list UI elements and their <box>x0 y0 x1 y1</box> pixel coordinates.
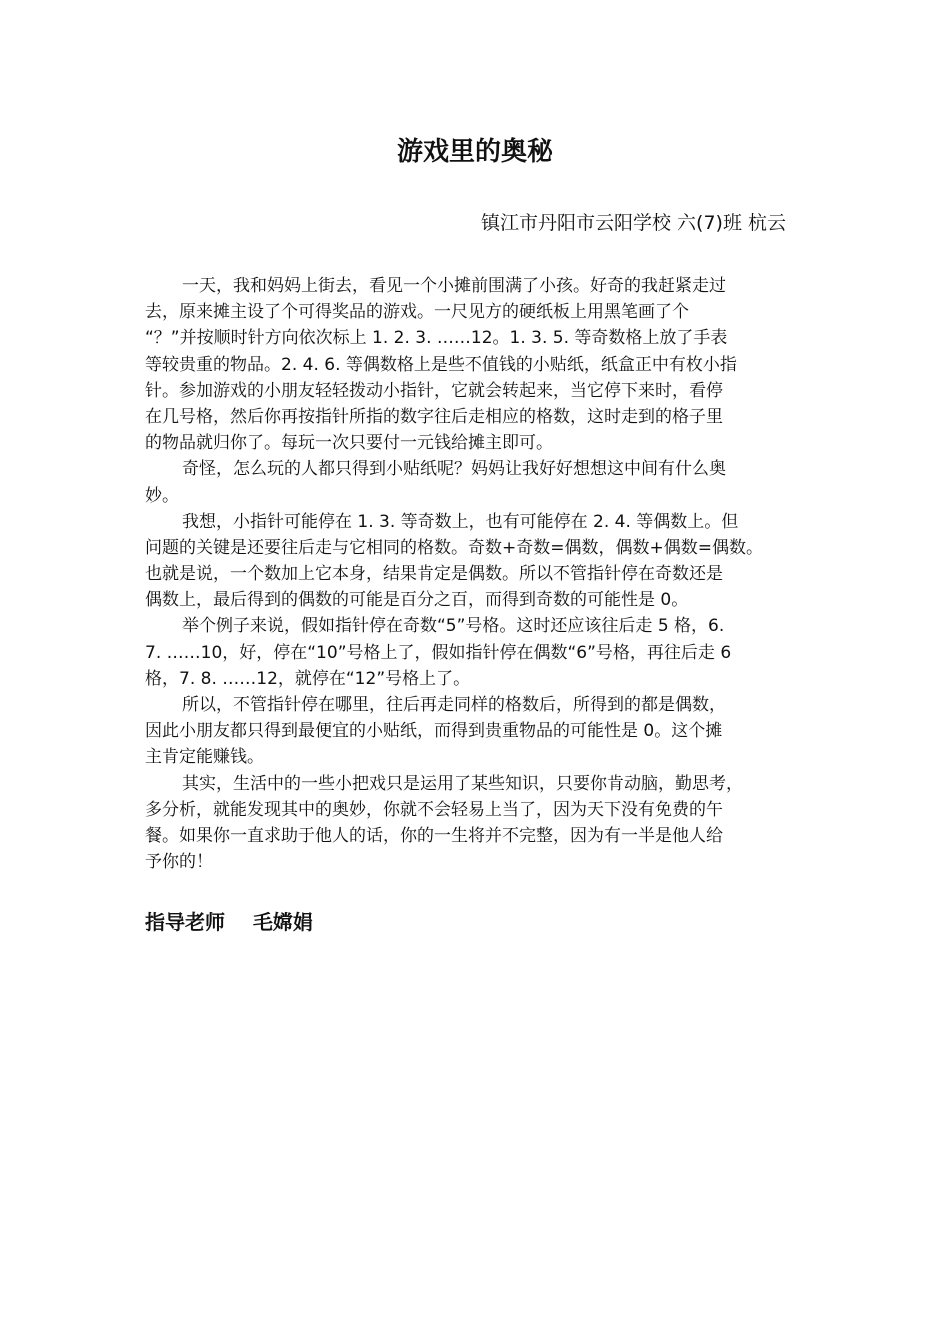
body-text-line: 去，原来摊主设了个可得奖品的游戏。一尺见方的硬纸板上用黑笔画了个 <box>145 302 689 323</box>
body-text-line: 格，7. 8. ……12，就停在“12”号格上了。 <box>145 668 471 689</box>
body-text-line: 予你的！ <box>145 852 213 873</box>
body-text-line: 所以，不管指针停在哪里，往后再走同样的格数后，所得到的都是偶数， <box>182 695 726 715</box>
body-text-line: 奇怪，怎么玩的人都只得到小贴纸呢？妈妈让我好好想想这中间有什么奥 <box>182 459 726 480</box>
body-text-line: 妙。 <box>145 485 179 506</box>
body-text-line: 因此小朋友都只得到最便宜的小贴纸，而得到贵重物品的可能性是 0。这个摊 <box>145 721 723 742</box>
body-text-line: 一天，我和妈妈上街去，看见一个小摊前围满了小孩。好奇的我赶紧走过 <box>182 276 726 296</box>
body-text-line: 多分析，就能发现其中的奥妙，你就不会轻易上当了，因为天下没有免费的午 <box>145 799 723 820</box>
body-text-line: 也就是说，一个数加上它本身，结果肯定是偶数。所以不管指针停在奇数还是 <box>145 564 723 585</box>
author-byline: 镇江市丹阳市云阳学校 六(7)班 杭云 <box>481 212 786 234</box>
body-text-line: 的物品就归你了。每玩一次只要付一元钱给摊主即可。 <box>145 433 553 454</box>
body-text-line: 7. ……10，好，停在“10”号格上了，假如指针停在偶数“6”号格，再往后走 6 <box>145 642 732 663</box>
body-text-line: 其实，生活中的一些小把戏只是运用了某些知识，只要你肯动脑，勤思考， <box>182 773 743 794</box>
body-text-line: 餐。如果你一直求助于他人的话，你的一生将并不完整，因为有一半是他人给 <box>145 825 723 846</box>
advisor-signature: 指导老师 毛嫦娟 <box>145 910 313 934</box>
body-text-line: 问题的关键是还要往后走与它相同的格数。奇数+奇数=偶数，偶数+偶数=偶数。 <box>145 537 763 558</box>
document-title: 游戏里的奥秘 <box>396 137 553 167</box>
body-text-line: 主肯定能赚钱。 <box>145 747 264 768</box>
body-text-line: 我想，小指针可能停在 1. 3. 等奇数上，也有可能停在 2. 4. 等偶数上。但 <box>182 511 739 532</box>
body-text-line: 针。参加游戏的小朋友轻轻拨动小指针，它就会转起来，当它停下来时，看停 <box>145 380 723 401</box>
body-text-line: 等较贵重的物品。2. 4. 6. 等偶数格上是些不值钱的小贴纸，纸盒正中有枚小指 <box>145 354 737 375</box>
body-text-line: “？”并按顺时针方向依次标上 1. 2. 3. ……12。1. 3. 5. 等奇数格上放了手表 <box>145 328 728 349</box>
body-text-line: 举个例子来说，假如指针停在奇数“5”号格。这时还应该往后走 5 格，6. <box>182 616 725 637</box>
body-text-line: 在几号格，然后你再按指针所指的数字往后走相应的格数，这时走到的格子里 <box>145 406 723 427</box>
essay-body <box>145 273 817 875</box>
body-text-line: 偶数上，最后得到的偶数的可能是百分之百，而得到奇数的可能性是 0。 <box>145 590 689 611</box>
